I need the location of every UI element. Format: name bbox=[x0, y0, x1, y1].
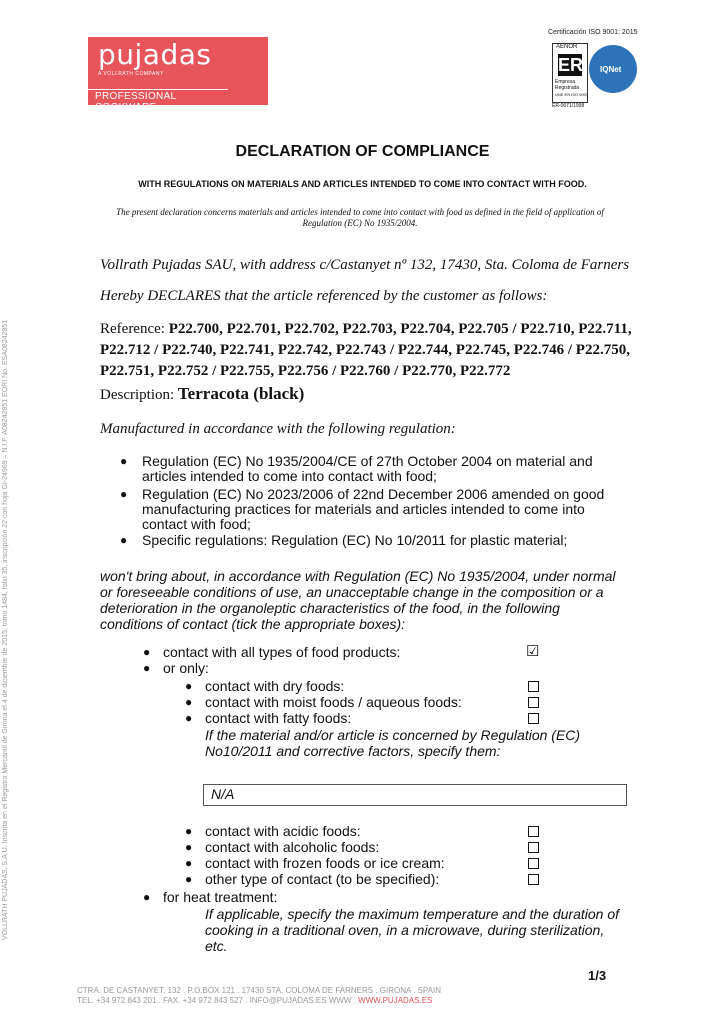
aenor-er-icon: ER bbox=[558, 55, 584, 75]
aenor-text-2: Registrada bbox=[555, 85, 580, 91]
fatty-specify-field[interactable] bbox=[203, 784, 627, 806]
contact-acidic-checkbox[interactable] bbox=[528, 826, 539, 837]
bullet-icon: ● bbox=[120, 454, 128, 468]
contact-fatty-label: contact with fatty foods: bbox=[205, 710, 352, 726]
contact-all-types-checkbox[interactable]: ☑ bbox=[526, 643, 540, 660]
bullet-icon: ● bbox=[185, 679, 193, 693]
contact-all-types-label: contact with all types of food products: bbox=[163, 644, 401, 660]
contact-frozen-checkbox[interactable] bbox=[528, 858, 539, 869]
contact-acidic-label: contact with acidic foods: bbox=[205, 823, 361, 839]
company-line: Vollrath Pujadas SAU, with address c/Castanyet nº 132, 17430, Sta. Coloma de Farners bbox=[100, 257, 630, 273]
contact-frozen-label: contact with frozen foods or ice cream: bbox=[205, 855, 445, 871]
brand-tagline: A VOLLRATH COMPANY bbox=[98, 71, 164, 77]
heat-treatment-label: for heat treatment: bbox=[163, 889, 278, 905]
bullet-icon: ● bbox=[185, 711, 193, 725]
contact-other-label: other type of contact (to be specified): bbox=[205, 871, 440, 887]
brand-name: pujadas bbox=[98, 38, 212, 71]
contact-alcoholic-label: contact with alcoholic foods: bbox=[205, 839, 380, 855]
contact-dry-checkbox[interactable] bbox=[528, 681, 539, 692]
intro-text: The present declaration concerns materials and articles intended to come into contact with food as defined in the field of application of Regulation (EC) No 1935/2004. bbox=[116, 207, 604, 228]
reference-value: P22.700, P22.701, P22.702, P22.703, P22.704, P22.705 / P22.710, P22.711, P22.712 / P22.740, P22.741, P22.742, P22.743 / P22.744, P22.745, P22.746 / P22.750, P22.751, P22.752 / P22.755, P22.756 / P22.760 / P22.770, P22.772 bbox=[100, 321, 632, 379]
aenor-text-1: Empresa bbox=[555, 79, 576, 85]
bullet-icon: ● bbox=[185, 840, 193, 854]
footer-address: CTRA. DE CASTANYET, 132 . P.O.BOX 121 . 17430 STA. COLOMA DE FARNERS . GIRONA . SPAIN bbox=[77, 986, 441, 995]
contact-moist-label: contact with moist foods / aqueous foods: bbox=[205, 694, 462, 710]
reference-block bbox=[100, 319, 640, 382]
aenor-number: ER-0671/1998 bbox=[552, 103, 585, 109]
bullet-icon: ● bbox=[120, 533, 128, 547]
contact-other-checkbox[interactable] bbox=[528, 874, 539, 885]
fatty-note: If the material and/or article is concerned by Regulation (EC) No10/2011 and corrective factors, specify them: bbox=[205, 727, 581, 759]
footer-contact-text: TEL. +34 972 843 201 . FAX. +34 972 843 527 . INFO@PUJADAS.ES WWW . bbox=[77, 996, 359, 1005]
manufactured-line: Manufactured in accordance with the following regulation: bbox=[100, 421, 456, 437]
heat-treatment-note: If applicable, specify the maximum temperature and the duration of cooking in a traditional oven, in a microwave, during sterilization, etc. bbox=[205, 906, 619, 954]
declares-line: Hereby DECLARES that the article referenced by the customer as follows: bbox=[100, 288, 548, 304]
bullet-icon: ● bbox=[143, 645, 151, 659]
bullet-icon: ● bbox=[143, 890, 151, 904]
brand-strip bbox=[88, 89, 228, 113]
description-label: Description: bbox=[100, 387, 178, 403]
contact-moist-checkbox[interactable] bbox=[528, 697, 539, 708]
footer-contact bbox=[77, 996, 432, 1005]
footer-website-link[interactable]: WWW.PUJADAS.ES bbox=[358, 996, 433, 1005]
aenor-label: AENOR bbox=[556, 44, 578, 50]
bullet-icon: ● bbox=[185, 695, 193, 709]
document-title: DECLARATION OF COMPLIANCE bbox=[235, 143, 490, 160]
or-only-label: or only: bbox=[163, 660, 209, 676]
bullet-icon: ● bbox=[143, 661, 151, 675]
document-subtitle: WITH REGULATIONS ON MATERIALS AND ARTICLES INTENDED TO COME INTO CONTACT WITH FOOD. bbox=[138, 179, 587, 189]
contact-dry-label: contact with dry foods: bbox=[205, 678, 345, 694]
bullet-icon: ● bbox=[120, 487, 128, 501]
contact-alcoholic-checkbox[interactable] bbox=[528, 842, 539, 853]
brand-strip-label: PROFESSIONAL COOKWARE bbox=[95, 91, 177, 113]
regulation-item-3: Specific regulations: Regulation (EC) No 10/2011 for plastic material; bbox=[142, 532, 568, 548]
description-value: Terracota (black) bbox=[177, 384, 305, 403]
fatty-specify-value: N/A bbox=[211, 786, 235, 802]
description-block bbox=[100, 384, 304, 404]
page-number: 1/3 bbox=[588, 968, 607, 983]
bullet-icon: ● bbox=[185, 872, 193, 886]
aenor-text-3: UNE EN ISO 9001 bbox=[555, 92, 589, 97]
bullet-icon: ● bbox=[185, 824, 193, 838]
conditions-text: won't bring about, in accordance with Regulation (EC) No 1935/2004, under normal or foreseeable conditions of use, an unacceptable change in the composition or a deterioration in the organoleptic characteristics of the food, in the following conditions of contact (tick the appropriate boxes): bbox=[100, 568, 616, 632]
reference-label: Reference: bbox=[100, 321, 169, 337]
regulation-item-1: Regulation (EC) No 1935/2004/CE of 27th October 2004 on material and articles intended to come into contact with food; bbox=[142, 453, 593, 484]
bullet-icon: ● bbox=[185, 856, 193, 870]
contact-fatty-checkbox[interactable] bbox=[528, 713, 539, 724]
registry-side-text: VOLLRATH PUJADAS, S.A.U. Inscrita en el Registro Mercantil de Girona el 4 de diciembre de 2015, tomo 1484, folio 35, inscripción 22 con hoja GI-24969 – N.I.F. A08242851 EORI No. ESA08242851 bbox=[2, 319, 9, 940]
iqnet-label: IQNet bbox=[600, 65, 622, 74]
certification-title: Certificación ISO 9001: 2015 bbox=[548, 29, 638, 36]
regulation-item-2: Regulation (EC) No 2023/2006 of 22nd December 2006 amended on good manufacturing practices for materials and articles intended to come into contact with food; bbox=[142, 486, 605, 532]
